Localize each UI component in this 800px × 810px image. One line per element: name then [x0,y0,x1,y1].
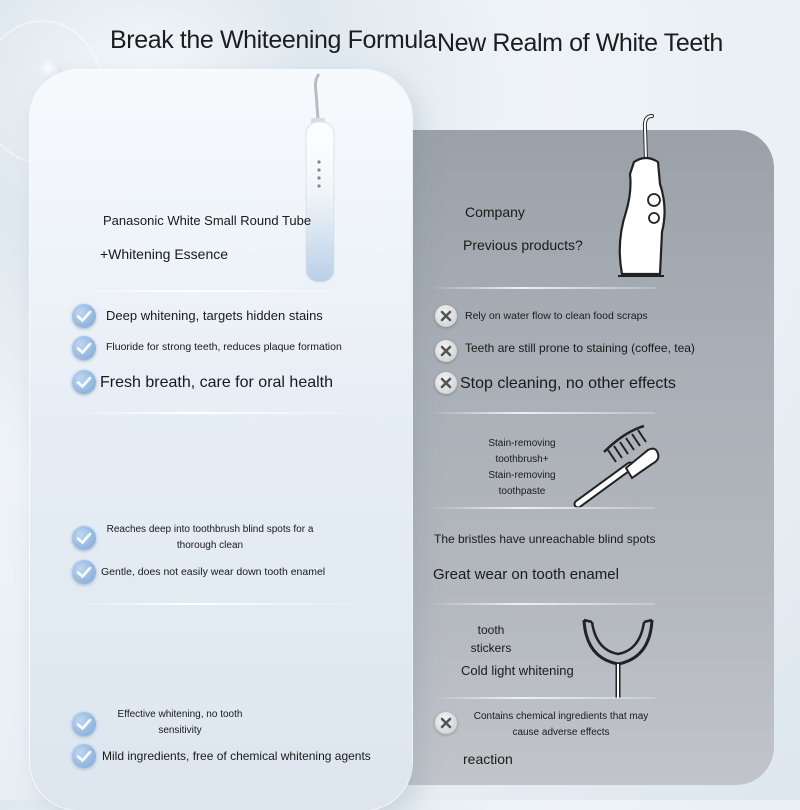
x-icon [435,340,457,362]
check-icon [72,370,96,394]
drawback-text [466,709,656,741]
divider [70,290,370,292]
x-icon [435,305,457,327]
check-icon [72,526,96,550]
water-flosser-white-image [296,70,346,285]
product-name: Panasonic White Small Round Tube [103,213,312,228]
benefit-text: Fluoride for strong teeth, reduces plaque formation [106,341,342,353]
comparison-panel-new [30,70,412,810]
benefit-text-line: Effective whitening, no tooth [117,709,243,720]
previous-products-label: Previous products? [463,237,583,253]
divider [430,603,655,605]
benefit-text [110,707,250,739]
drawback-text: The bristles have unreachable blind spots [434,532,656,546]
benefit-text [100,522,320,554]
cold-light-label: Cold light whitening [461,663,574,678]
toothbrush-label-line: Stain-removing [488,470,556,481]
tooth-stickers-label-line: tooth [477,623,505,637]
benefit-text: Gentle, does not easily wear down tooth enamel [101,566,326,578]
toothbrush-image [570,420,665,510]
check-icon [72,744,96,768]
divider [70,603,370,605]
drawback-text-line: cause adverse effects [512,727,610,738]
benefit-text-line: Reaches deep into toothbrush blind spots for a [106,524,314,535]
tooth-stickers-label-line: stickers [470,641,512,655]
benefit-text-line: sensitivity [158,725,202,736]
toothbrush-label [470,436,574,500]
divider [430,697,655,699]
toothbrush-label-line: Stain-removing [488,438,556,449]
left-heading: Break the Whiteening Formula [110,26,437,54]
tooth-stickers-label [462,621,520,657]
check-icon [72,304,96,328]
divider [430,287,655,289]
divider [70,412,370,414]
divider [430,412,655,414]
right-heading: New Realm of White Teeth [437,29,723,57]
drawback-text: Stop cleaning, no other effects [460,375,676,392]
check-icon [72,560,96,584]
mouth-tray-image [578,612,658,700]
drawback-text: Great wear on tooth enamel [433,566,619,583]
check-icon [72,336,96,360]
benefit-text: Deep whitening, targets hidden stains [106,308,323,323]
x-icon [435,372,457,394]
company-label: Company [465,204,525,220]
toothbrush-label-line: toothpaste [498,486,546,497]
reaction-label: reaction [463,751,513,767]
drawback-text: Rely on water flow to clean food scraps [465,310,648,322]
check-icon [72,712,96,736]
toothbrush-label-line: toothbrush+ [495,454,549,465]
x-icon [435,712,457,734]
benefit-text-line: thorough clean [176,540,244,551]
benefit-text: Mild ingredients, free of chemical whitening agents [102,749,371,763]
divider [430,507,655,509]
old-water-flosser-image [612,112,672,280]
drawback-text-line: Contains chemical ingredients that may [473,711,649,722]
benefit-text: Fresh breath, care for oral health [100,374,334,391]
drawback-text: Teeth are still prone to staining (coffee, tea) [465,341,695,355]
product-subtitle: +Whitening Essence [100,246,229,262]
